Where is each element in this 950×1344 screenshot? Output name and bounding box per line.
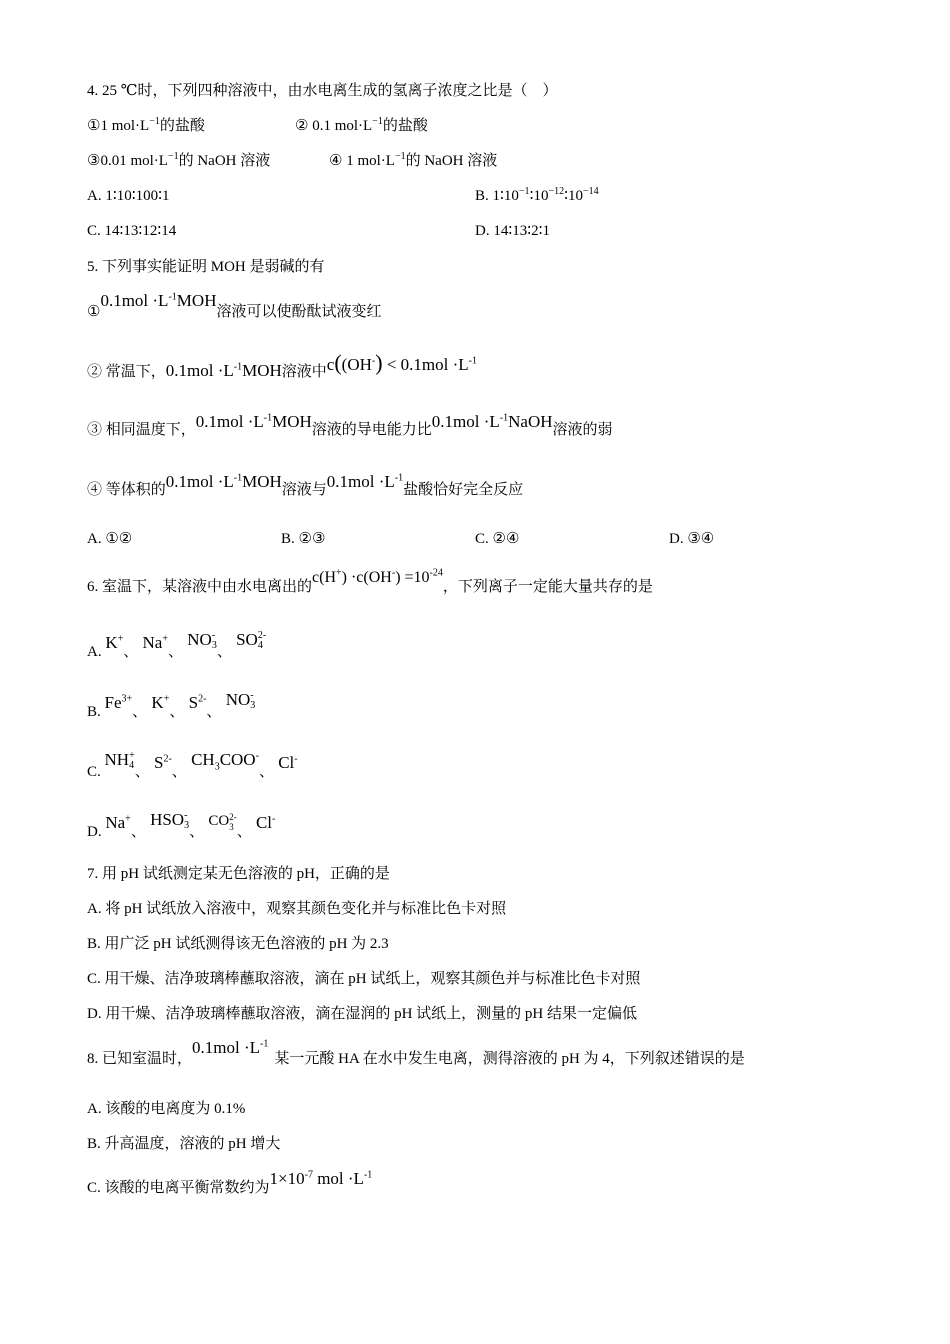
q5-statement-3: ③ 相同温度下，$0.1mol \cdot L^{-1}MOH$溶液的导电能力比$0.1mol \cdot L^{-1}NaOH$溶液的弱 — [87, 412, 613, 438]
q8-option-c: C. 该酸的电离平衡常数约为$1\times 10^{-7}$ mol $\cdot L^{-1}$ — [87, 1169, 373, 1196]
q6-option-a: A. K+、 Na+、 NO - 3 、 SO 2- 4 — [87, 630, 267, 660]
q5-statement-2: ② 常温下，$0.1mol \cdot L^{-1}MOH$溶液中$c((OH^-) < 0.1mol \cdot L^{-1}$ — [87, 350, 477, 380]
q4-options-row2 — [87, 221, 551, 241]
q5-option-d: D. ③④ — [669, 531, 715, 547]
q6-option-b: B. $Fe^{3+}$、 K+、 $S^{2-}$、 NO - 3 — [87, 690, 256, 720]
q7-option-d: D. 用干燥、洁净玻璃棒蘸取溶液，滴在湿润的 pH 试纸上，测量的 pH 结果一定偏低 — [87, 1006, 638, 1022]
q8-stem: 8. 已知室温时，$0.1mol \cdot L^{-1}$某一元酸 HA 在水中发生电离，测得溶液的 pH 为 4，下列叙述错误的是 — [87, 1038, 745, 1067]
q4-item2: ② 0.1 $mol\cdot L^{-1}$的盐酸 — [295, 116, 428, 134]
q4-items-row2 — [87, 151, 498, 171]
q8-option-a: A. 该酸的电离度为 0.1% — [87, 1101, 246, 1117]
q7-stem: 7. 用 pH 试纸测定某无色溶液的 pH，正确的是 — [87, 866, 390, 882]
q6-option-c: C. NH + 4 、 $S^{2-}$、 $CH_3COO^-$、 Cl- — [87, 750, 298, 780]
q5-option-a: A. ①② — [87, 531, 133, 547]
q6-option-d: D. Na+、 HSO - 3 、 CO 2- 3 、 Cl- — [87, 810, 276, 840]
q5-statement-4: ④ 等体积的$0.1mol \cdot L^{-1}MOH$溶液与$0.1mol \cdot L^{-1}$盐酸恰好完全反应 — [87, 472, 524, 498]
q4-option-d: D. 14∶13∶2∶1 — [475, 223, 551, 239]
q4-item4: ④ 1 $mol\cdot L^{-1}$的 NaOH 溶液 — [329, 151, 498, 169]
q5-option-b: B. ②③ — [281, 531, 326, 547]
q5-statement-1: ①0.1mol $\cdot L^{-1}MOH$溶液可以使酚酞试液变红 — [87, 291, 382, 320]
q4-option-c: C. 14∶13∶12∶14 — [87, 223, 177, 239]
q4-item1: ①1 $mol\cdot L^{-1}$的盐酸 — [87, 116, 205, 134]
q8-option-b: B. 升高温度，溶液的 pH 增大 — [87, 1136, 281, 1152]
q4-stem: 4. 25 ℃时，下列四种溶液中，由水电离生成的氢离子浓度之比是（ ） — [87, 83, 558, 99]
q7-option-c: C. 用干燥、洁净玻璃棒蘸取溶液，滴在 pH 试纸上，观察其颜色并与标准比色卡对照 — [87, 971, 641, 987]
q6-stem: 6. 室温下，某溶液中由水电离出的$c(H^+) \cdot c(OH^-) =10^{-24}$，下列离子一定能大量共存的是 — [87, 567, 653, 595]
q4-option-b: B. $1∶10^{-1}∶10^{-12}∶10^{-14}$ — [475, 186, 599, 204]
q4-option-a: A. 1∶10∶100∶1 — [87, 188, 170, 204]
q7-option-a: A. 将 pH 试纸放入溶液中，观察其颜色变化并与标准比色卡对照 — [87, 901, 507, 917]
q4-item3: ③0.01 $mol\cdot L^{-1}$的 NaOH 溶液 — [87, 151, 271, 169]
q7-option-b: B. 用广泛 pH 试纸测得该无色溶液的 pH 为 2.3 — [87, 936, 389, 952]
q4-options-row1 — [87, 186, 599, 206]
q5-option-c: C. ②④ — [475, 531, 520, 547]
q4-items-row1 — [87, 116, 428, 136]
q5-stem: 5. 下列事实能证明 MOH 是弱碱的有 — [87, 259, 325, 275]
